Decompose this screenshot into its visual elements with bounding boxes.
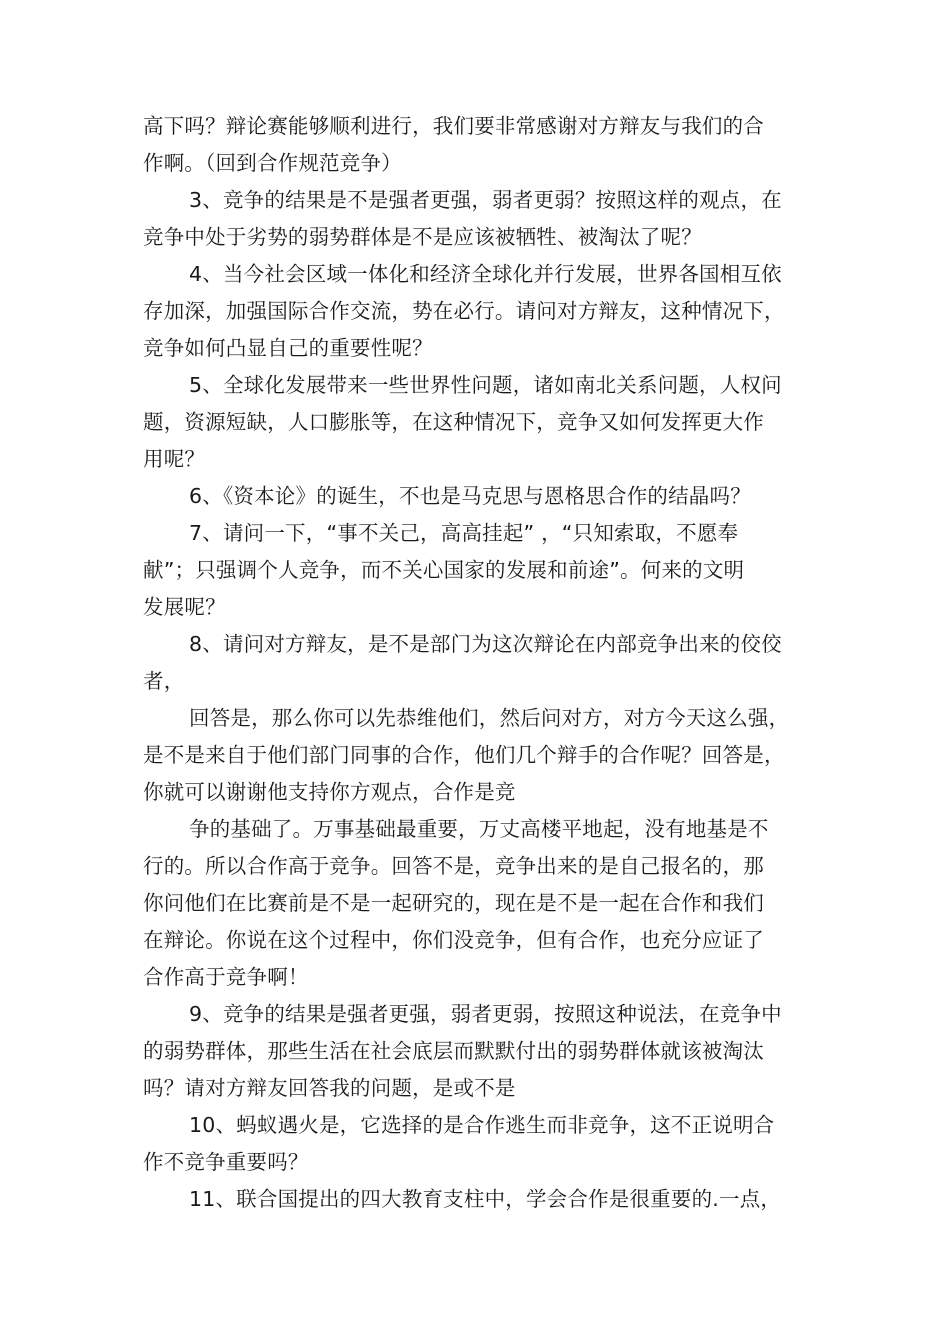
text-line: 7、请问一下，“事不关己，高高挂起” ，“只知索取，不愿奉 (189, 521, 739, 545)
text-line: 竞争如何凸显自己的重要性呢？ (143, 336, 433, 360)
text-line: 存加深，加强国际合作交流，势在必行。请问对方辩友，这种情况下， (143, 299, 785, 323)
text-line: 5、全球化发展带来一些世界性问题，诸如南北关系问题，人权问 (189, 373, 782, 397)
text-line: 是不是来自于他们部门同事的合作，他们几个辩手的合作呢？回答是， (143, 743, 785, 767)
text-line: 发展呢？ (143, 595, 226, 619)
text-line: 吗？请对方辩友回答我的问题，是或不是 (143, 1076, 516, 1100)
text-line: 争的基础了。万事基础最重要，万丈高楼平地起，没有地基是不 (189, 817, 769, 841)
text-line: 献”；只强调个人竞争，而不关心国家的发展和前途”。何来的文明 (143, 558, 745, 582)
text-line: 在辩论。你说在这个过程中，你们没竞争，但有合作，也充分应证了 (143, 928, 764, 952)
text-line: 行的。所以合作高于竞争。回答不是，竞争出来的是自己报名的，那 (143, 854, 764, 878)
text-line: 你就可以谢谢他支持你方观点，合作是竞 (143, 780, 516, 804)
text-line: 9、竞争的结果是强者更强，弱者更弱，按照这种说法，在竞争中 (189, 1002, 782, 1026)
text-line: 3、竞争的结果是不是强者更强，弱者更弱？按照这样的观点，在 (189, 188, 782, 212)
text-line: 的弱势群体，那些生活在社会底层而默默付出的弱势群体就该被淘汰 (143, 1039, 764, 1063)
text-line: 题，资源短缺，人口膨胀等，在这种情况下，竞争又如何发挥更大作 (143, 410, 764, 434)
text-line: 11、联合国提出的四大教育支柱中，学会合作是很重要的.一点， (189, 1187, 782, 1211)
text-line: 4、当今社会区域一体化和经济全球化并行发展，世界各国相互依 (189, 262, 782, 286)
text-line: 6、《资本论》的诞生，不也是马克思与恩格思合作的结晶吗？ (189, 484, 751, 508)
text-line: 用呢？ (143, 447, 206, 471)
text-line: 你问他们在比赛前是不是一起研究的，现在是不是一起在合作和我们 (143, 891, 764, 915)
text-line: 作啊。（回到合作规范竞争） (143, 151, 402, 175)
text-line: 者， (143, 669, 185, 693)
text-line: 10、蚂蚁遇火是，它选择的是合作逃生而非竞争，这不正说明合 (189, 1113, 775, 1137)
text-line: 作不竞争重要吗？ (143, 1150, 309, 1174)
text-line: 8、请问对方辩友，是不是部门为这次辩论在内部竞争出来的佼佼 (189, 632, 782, 656)
text-line: 合作高于竞争啊！ (143, 965, 309, 989)
text-line: 回答是，那么你可以先恭维他们，然后问对方，对方今天这么强， (189, 706, 790, 730)
text-line: 高下吗？辩论赛能够顺利进行，我们要非常感谢对方辩友与我们的合 (143, 114, 764, 138)
text-line: 竞争中处于劣势的弱势群体是不是应该被牺牲、被淘汰了呢？ (143, 225, 702, 249)
